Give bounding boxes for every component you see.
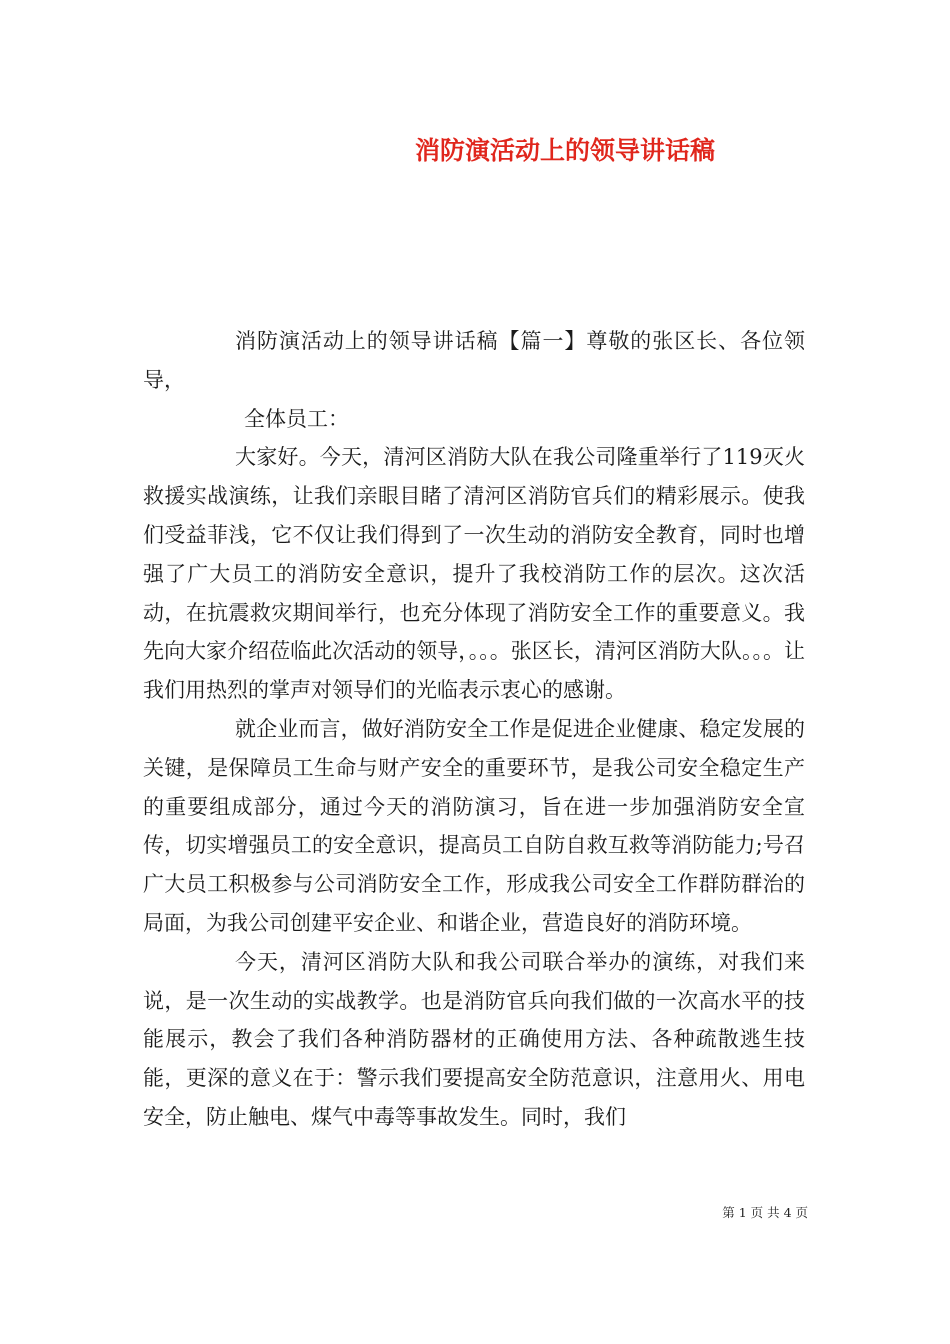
paragraph-enterprise: 就企业而言，做好消防安全工作是促进企业健康、稳定发展的关键，是保障员工生命与财产安全的重要环节，是我公司安全稳定生产的重要组成部分，通过今天的消防演习，旨在进一步加强消防安全宣传，切实增强员工的安全意识，提高员工自防自救互救等消防能力;号召广大员工积极参与公司消防安全工作，形成我公司安全工作群防群治的局面，为我公司创建平安企业、和谐企业，营造良好的消防环境。	[143, 716, 805, 935]
page-number: 第 1 页 共 4 页	[722, 1205, 808, 1220]
paragraph-greeting: 大家好。今天，清河区消防大队在我公司隆重举行了119灭火救援实战演练，让我们亲眼目睹了清河区消防官兵们的精彩展示。使我们受益菲浅，它不仅让我们得到了一次生动的消防安全教育，同时也增强了广大员工的消防安全意识，提升了我校消防工作的层次。这次活动，在抗震救灾期间举行，也充分体现了消防安全工作的重要意义。我先向大家介绍莅临此次活动的领导，。。。张区长，清河区消防大队。。。让我们用热烈的掌声对领导们的光临表示衷心的感谢。	[143, 445, 805, 703]
document-body	[143, 322, 805, 1137]
page-title: 消防演活动上的领导讲话稿	[414, 136, 715, 165]
paragraph-salutation: 全体员工：	[244, 406, 349, 431]
paragraph-intro: 消防演活动上的领导讲话稿【篇一】尊敬的张区长、各位领导，	[143, 329, 805, 392]
paragraph-drill: 今天，清河区消防大队和我公司联合举办的演练，对我们来说，是一次生动的实战教学。也是消防官兵向我们做的一次高水平的技能展示，教会了我们各种消防器材的正确使用方法、各种疏散逃生技能，更深的意义在于：警示我们要提高安全防范意识，注意用火、用电安全，防止触电、煤气中毒等事故发生。同时，我们	[143, 949, 805, 1129]
